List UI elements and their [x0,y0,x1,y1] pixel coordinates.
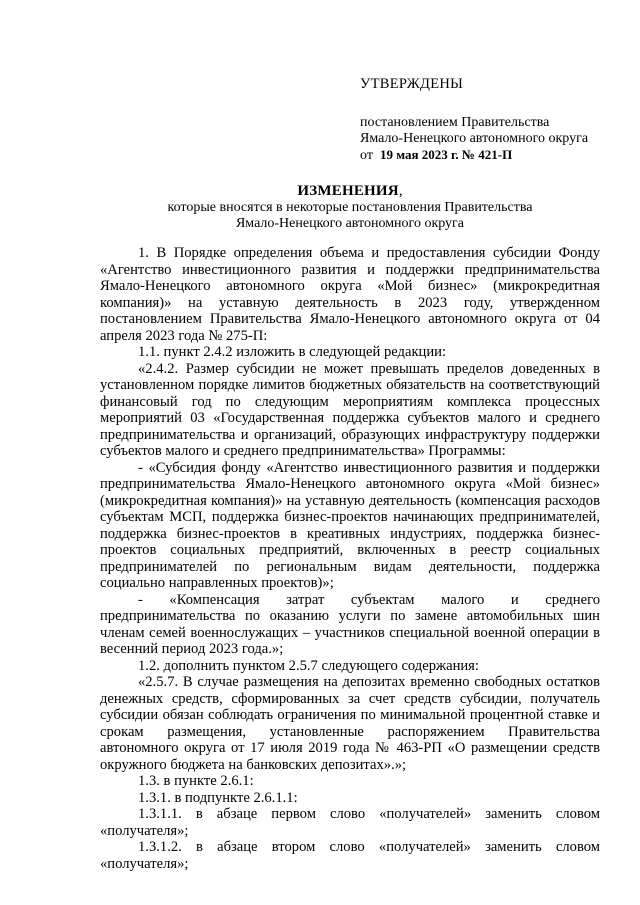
paragraph: - «Компенсация затрат субъектам малого и среднего предпринимательства по оказанию услуги по замене автомобильных шин членам семей военнослужащих – участников специальной военной операции в весенний период 2023 года.»; [100,591,600,657]
paragraph: 1.3.1.2. в абзаце втором слово «получателей» заменить словом «получателя»; [100,839,600,872]
paragraph: 1.3.1.1. в абзаце первом слово «получателей» заменить словом «получателя»; [100,806,600,839]
approval-stamp-title: УТВЕРЖДЕНЫ [360,76,464,92]
document-heading-text: ИЗМЕНЕНИЯ [297,183,399,199]
paragraph: 1.3.1. в подпункте 2.6.1.1: [138,789,298,806]
document-heading-suffix: , [398,183,403,199]
paragraph: - «Субсидия фонду «Агентство инвестиционного развития и поддержки предпринимательства Ямало-Ненецкого автономного округа «Мой бизнес» (микрокредитная компания)» на уставную деятельность (компенсация расходов субъектам МСП, поддержка бизнес-проектов начинающих предпринимателей, поддержка бизнес-проектов в креативных индустриях, поддержка бизнес-проектов социальных предприятий, включенных в реестр социальных предпринимателей по региональным видам деятельности, поддержка социально направленных проектов)»; [100,459,600,591]
document-subtitle-line-1: которые вносятся в некоторые постановления Правительства [167,200,533,215]
paragraph: 1.3. в пункте 2.6.1: [138,773,254,789]
paragraph: 1. В Порядке определения объема и предоставления субсидии Фонду «Агентство инвестиционного развития и поддержки предпринимательства Ямало-Ненецкого автономного округа «Мой бизнес» (микрокредитная компания)» на уставную деятельность в 2023 году, утвержденном постановлением Правительства Ямало-Ненецкого автономного округа от 04 апреля 2023 года № 275-П: [100,245,600,344]
approval-line-1: постановлением Правительства [360,115,550,130]
document-body [100,245,600,872]
document-title-block [100,183,600,232]
paragraph: «2.5.7. В случае размещения на депозитах временно свободных остатков денежных средств, сформированных за счет средств субсидии, получатель субсидии обязан соблюдать ограничения по минимальной процентной ставке и срокам размещения, установленные распоряжением Правительства автономного округа от 17 июля 2019 года № 463-РП «О размещении средств окружного бюджета на банковских депозитах».»; [100,674,600,773]
document-heading [100,183,600,200]
approval-date-line [360,146,512,164]
approval-line-2: Ямало-Ненецкого автономного округа [360,131,589,146]
paragraph: «2.4.2. Размер субсидии не может превышать пределов доведенных в установленном порядке лимитов бюджетных обязательств на соответствующий финансовый год по следующим мероприятиям комплекса процессных мероприятий 03 «Государственная поддержка субъектов малого и среднего предпринимательства и организаций, образующих инфраструктуру поддержки субъектов малого и среднего предпринимательства» Программы: [100,360,600,459]
approval-date-prefix: от [360,148,373,163]
paragraph: 1.2. дополнить пунктом 2.5.7 следующего содержания: [138,657,479,674]
approval-date-value: 19 мая 2023 г. № 421-П [379,147,513,162]
paragraph: 1.1. пункт 2.4.2 изложить в следующей редакции: [138,344,447,360]
document-subtitle-line-2: Ямало-Ненецкого автономного округа [235,216,465,231]
